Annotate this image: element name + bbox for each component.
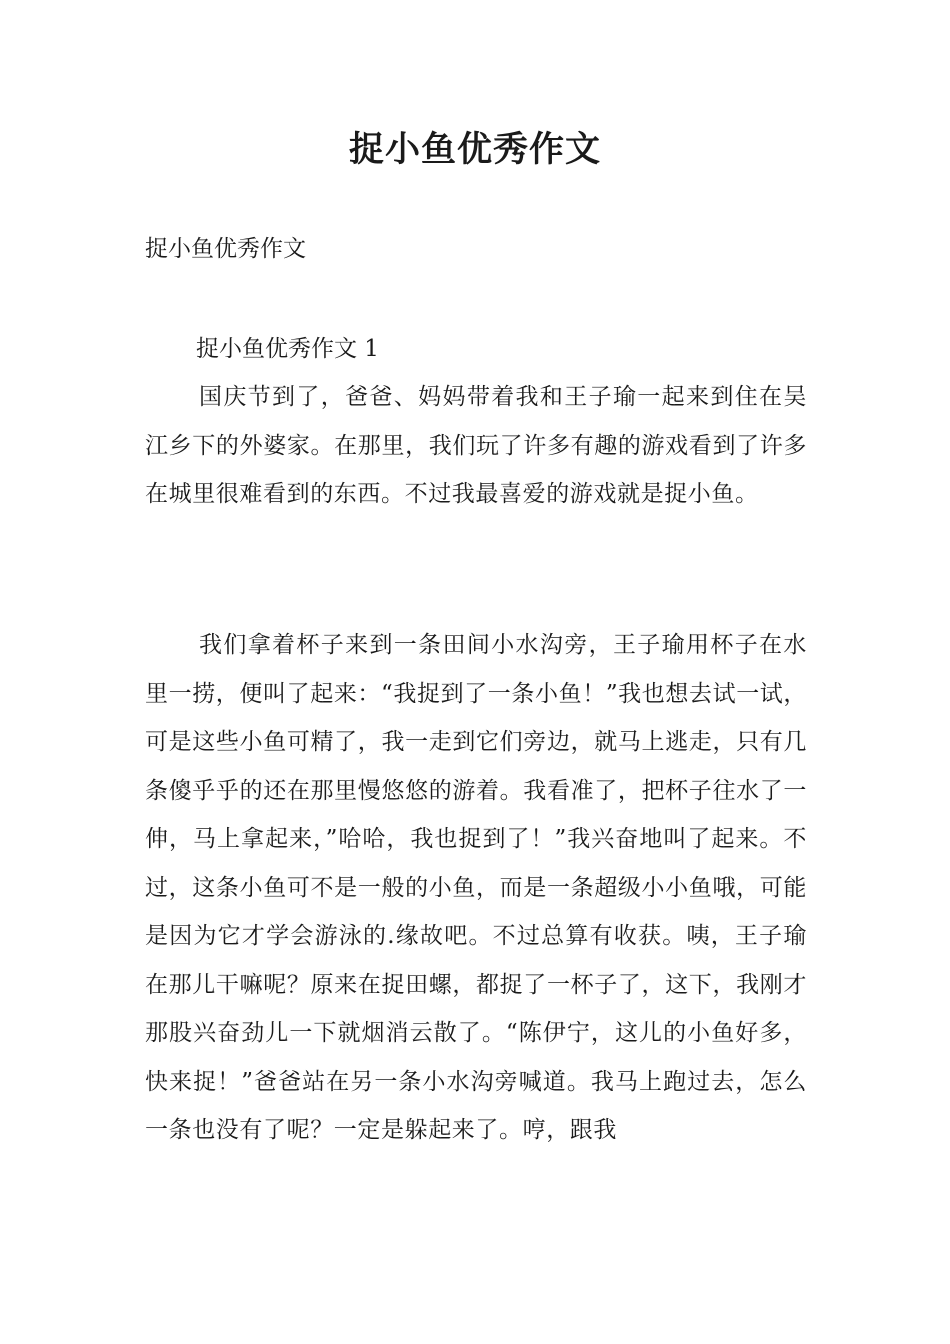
document-title: 捉小鱼优秀作文 [348,129,601,170]
paragraph: 国庆节到了，爸爸、妈妈带着我和王子瑜一起来到住在吴江乡下的外婆家。在那里，我们玩了许多有趣的游戏看到了许多在城里很难看到的东西。不过我最喜爱的游戏就是捉小鱼。 [145,384,807,507]
section-heading: 捉小鱼优秀作文 1 [196,336,379,362]
document-subtitle: 捉小鱼优秀作文 [145,236,306,262]
paragraph: 我们拿着杯子来到一条田间小水沟旁，王子瑜用杯子在水里一捞，便叫了起来：“我捉到了一条小鱼！”我也想去试一试，可是这些小鱼可精了，我一走到它们旁边，就马上逃走，只有几条傻乎乎的还在那里慢悠悠的游着。我看准了，把杯子往水了一伸，马上拿起来，”哈哈，我也捉到了！”我兴奋地叫了起来。不过，这条小鱼可不是一般的小鱼，而是一条超级小小鱼哦，可能是因为它才学会游泳的.缘故吧。不过总算有收获。咦，王子瑜在那儿干嘛呢？原来在捉田螺，都捉了一杯子了，这下，我刚才那股兴奋劲儿一下就烟消云散了。“陈伊宁，这儿的小鱼好多，快来捉！”爸爸站在另一条小水沟旁喊道。我马上跑过去，怎么一条也没有了呢？一定是躲起来了。哼，跟我 [145,632,807,1143]
